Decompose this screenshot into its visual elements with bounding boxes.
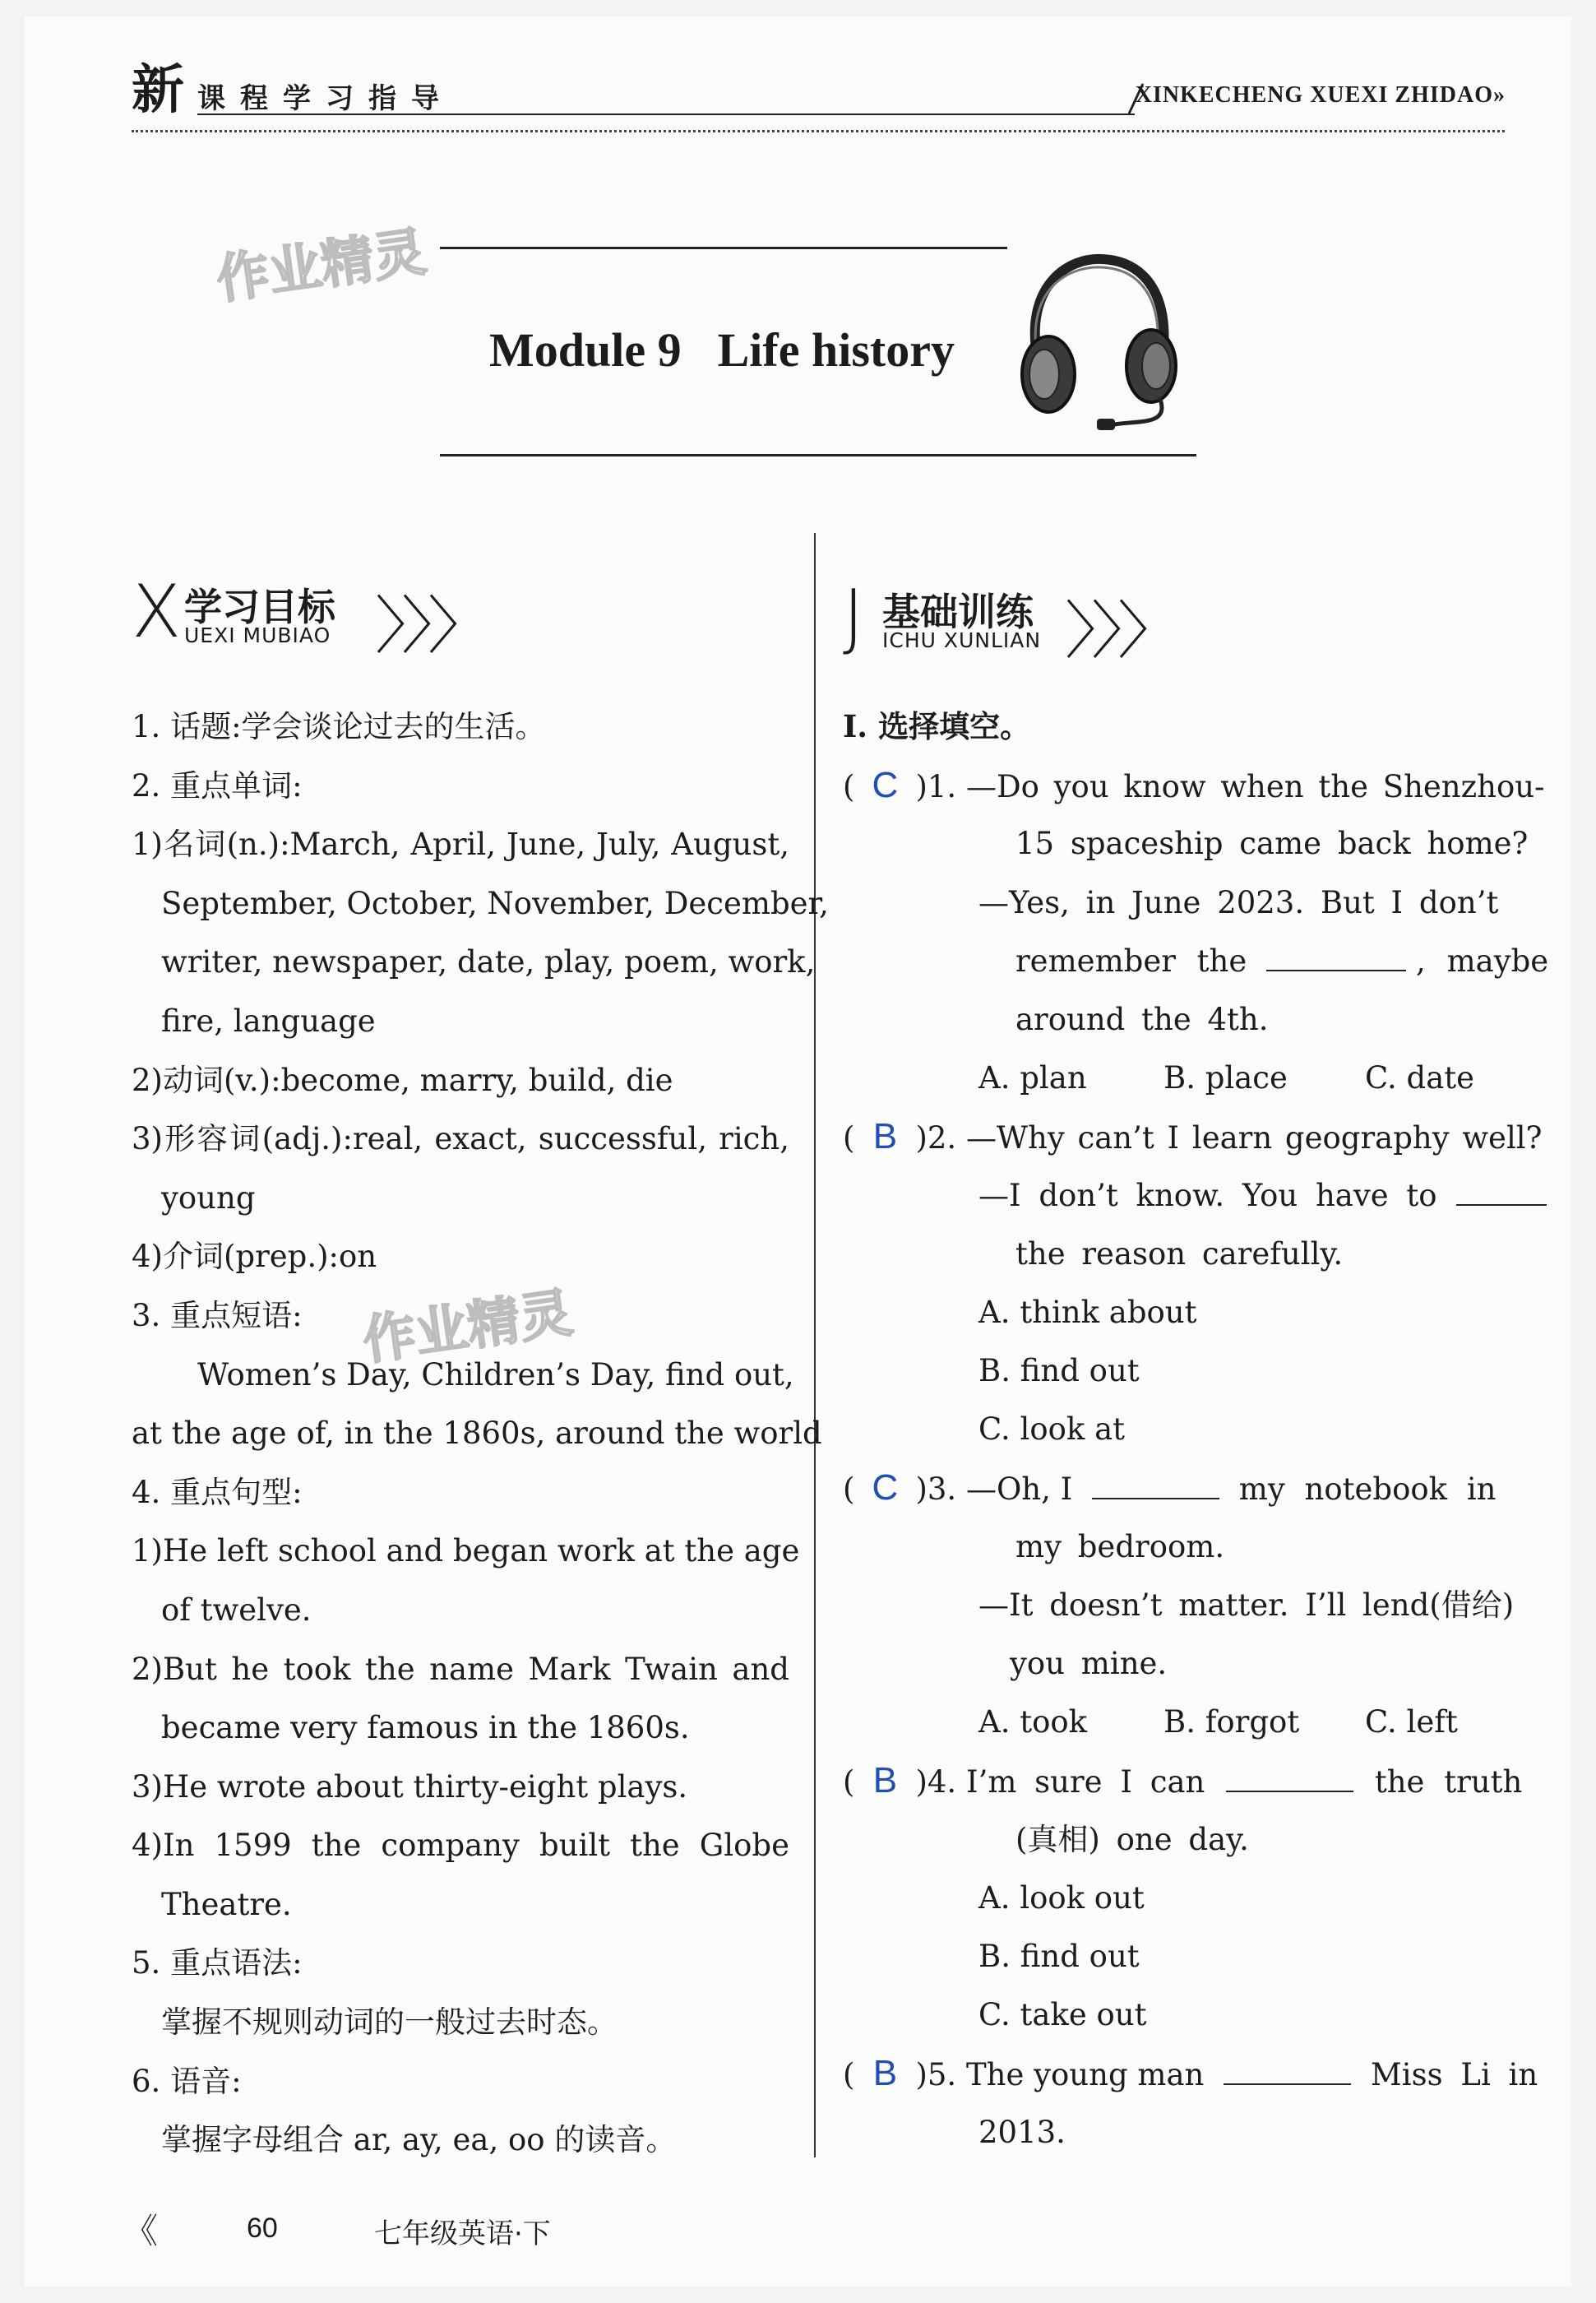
options <box>843 1693 1501 1751</box>
answer-mark: C <box>872 765 899 806</box>
answer-blank[interactable] <box>1224 2059 1351 2085</box>
goal-line: fire, language <box>161 1003 376 1039</box>
goal-line: 4)介词(prep.):on <box>132 1239 377 1275</box>
header-pinyin-title: XINKECHENG XUEXI ZHIDAO» <box>1135 82 1506 108</box>
question-number: )4. <box>915 1764 957 1800</box>
goal-line: September, October, November, December, <box>161 885 829 921</box>
header-logo: 新 <box>132 59 184 121</box>
option[interactable]: B. forgot <box>1163 1704 1300 1740</box>
section-pinyin: UEXI MUBIAO <box>184 623 331 647</box>
goal-line: 3)形容词(adj.):real, exact, successful, rich, <box>132 1121 789 1157</box>
answer-blank[interactable] <box>1226 1766 1353 1792</box>
reply-text: —It doesn’t matter. I’ll lend(借给) <box>978 1587 1515 1623</box>
header-dotted-rule <box>132 130 1505 132</box>
column-divider <box>814 533 816 2157</box>
question-text: I’m sure I can <box>965 1764 1205 1800</box>
question-number: )2. <box>915 1120 957 1156</box>
question-text: the truth <box>1374 1764 1523 1800</box>
reply-text: —I don’t know. You have to <box>843 1166 1501 1225</box>
goal-line: 1)名词(n.):March, April, June, July, August, <box>132 827 789 863</box>
option[interactable]: A. think about <box>978 1294 1197 1330</box>
question-text: The young man <box>965 2057 1205 2093</box>
goal-line: of twelve. <box>161 1592 312 1628</box>
option[interactable]: C. left <box>1365 1704 1458 1740</box>
exercise-list <box>843 697 1549 2162</box>
section-initial: J <box>843 574 864 659</box>
header-rule <box>197 114 1135 115</box>
question-3: ( C )3. —Oh, I my notebook in <box>843 1458 1501 1517</box>
option[interactable]: A. plan <box>978 1060 1087 1096</box>
goal-line: became very famous in the 1860s. <box>161 1710 690 1746</box>
goal-line: young <box>161 1179 256 1216</box>
goal-line: 掌握字母组合 ar, ay, ea, oo 的读音。 <box>161 2122 677 2158</box>
goal-line: at the age of, in the 1860s, around the world <box>132 1416 822 1452</box>
answer-mark: B <box>872 2053 898 2094</box>
option[interactable]: C. look at <box>978 1411 1126 1448</box>
options <box>843 1049 1501 1107</box>
question-text: —Why can’t I learn geography well? <box>965 1120 1543 1156</box>
section-title: 基础训练 <box>882 590 1034 634</box>
goal-line: writer, newspaper, date, play, poem, work, <box>161 944 816 980</box>
header-course-title: 课程学习指导 <box>197 82 454 115</box>
goal-line: 1)He left school and began work at the age <box>132 1533 800 1569</box>
question-text: (真相) one day. <box>1015 1821 1249 1857</box>
question-text: 2013. <box>978 2114 1066 2150</box>
module-rule-top <box>440 247 1007 249</box>
module-rule-bottom <box>440 454 1196 456</box>
question-text: my bedroom. <box>1015 1528 1225 1564</box>
question-number: )5. <box>915 2057 957 2093</box>
goal-line: 5. 重点语法: <box>132 1945 303 1981</box>
module-title: Module 9 Life history <box>489 323 955 377</box>
goal-line: 3. 重点短语: <box>132 1297 303 1333</box>
watermark: 作业精灵 <box>359 1282 576 1373</box>
watermark: 作业精灵 <box>212 221 430 312</box>
goal-line: 6. 语音: <box>132 2063 242 2099</box>
question-5: ( B )5. The young man Miss Li in <box>843 2044 1501 2102</box>
answer-blank[interactable] <box>1456 1179 1547 1206</box>
headphones-icon <box>1011 251 1184 432</box>
reply-text: you mine. <box>1010 1646 1168 1681</box>
goal-line: Women’s Day, Children’s Day, find out, <box>197 1356 794 1392</box>
page-number: 60 <box>247 2213 278 2244</box>
goal-line: 3)He wrote about thirty-eight plays. <box>132 1768 688 1805</box>
answer-mark: B <box>872 1760 898 1801</box>
section-arrows: 〉〉〉 <box>1065 594 1175 667</box>
goal-line: 4. 重点句型: <box>132 1474 303 1510</box>
option[interactable]: B. find out <box>978 1353 1140 1389</box>
option[interactable]: C. take out <box>978 1997 1147 2033</box>
answer-blank[interactable] <box>1266 945 1406 971</box>
question-4: ( B )4. I’m sure I can the truth <box>843 1751 1501 1810</box>
option[interactable]: A. look out <box>978 1879 1145 1916</box>
option[interactable]: B. find out <box>978 1938 1140 1974</box>
section-initial: X <box>132 569 182 654</box>
question-text: my notebook in <box>1238 1471 1497 1508</box>
goal-line: 2)But he took the name Mark Twain and <box>132 1651 789 1687</box>
reply-text: remember the , maybe <box>1015 943 1549 979</box>
option[interactable]: B. place <box>1163 1060 1288 1096</box>
section-arrows: 〉〉〉 <box>375 589 485 662</box>
header-arrows: » <box>1493 82 1506 108</box>
goal-line: 1. 话题:学会谈论过去的生活。 <box>132 709 546 744</box>
goal-line: 4)In 1599 the company built the Globe <box>132 1828 789 1864</box>
footer-arrows: 《 <box>123 2211 152 2251</box>
question-2: ( B )2. —Why can’t I learn geography well? <box>843 1107 1501 1165</box>
part-title: Ⅰ. 选择填空。 <box>843 708 1031 744</box>
answer-blank[interactable] <box>1092 1473 1219 1499</box>
question-1: ( C )1. —Do you know when the Shenzhou- <box>843 756 1501 814</box>
answer-mark: B <box>872 1116 898 1157</box>
answer-mark: C <box>872 1467 899 1508</box>
question-text: 15 spaceship came back home? <box>1015 826 1529 862</box>
section-title: 学习目标 <box>184 585 335 629</box>
goal-line: Theatre. <box>161 1886 292 1922</box>
question-number: )3. <box>915 1471 957 1508</box>
option[interactable]: C. date <box>1365 1060 1475 1096</box>
question-text: Miss Li in <box>1370 2057 1538 2093</box>
question-text: —Oh, I <box>965 1471 1073 1508</box>
goal-line: 2. 重点单词: <box>132 767 303 804</box>
option[interactable]: A. took <box>978 1704 1088 1740</box>
section-pinyin: ICHU XUNLIAN <box>882 628 1042 652</box>
goal-line: 掌握不规则动词的一般过去时态。 <box>161 2004 618 2041</box>
reply-text: the reason carefully. <box>1015 1235 1344 1272</box>
reply-text: —Yes, in June 2023. But I don’t <box>978 884 1499 920</box>
goal-line: 2)动词(v.):become, marry, build, die <box>132 1062 673 1098</box>
question-number: )1. <box>915 769 957 805</box>
learning-goals <box>132 697 829 2170</box>
reply-text: around the 4th. <box>1015 1001 1269 1037</box>
question-text: —Do you know when the Shenzhou- <box>965 769 1545 805</box>
book-title: 七年级英语·下 <box>374 2217 551 2250</box>
